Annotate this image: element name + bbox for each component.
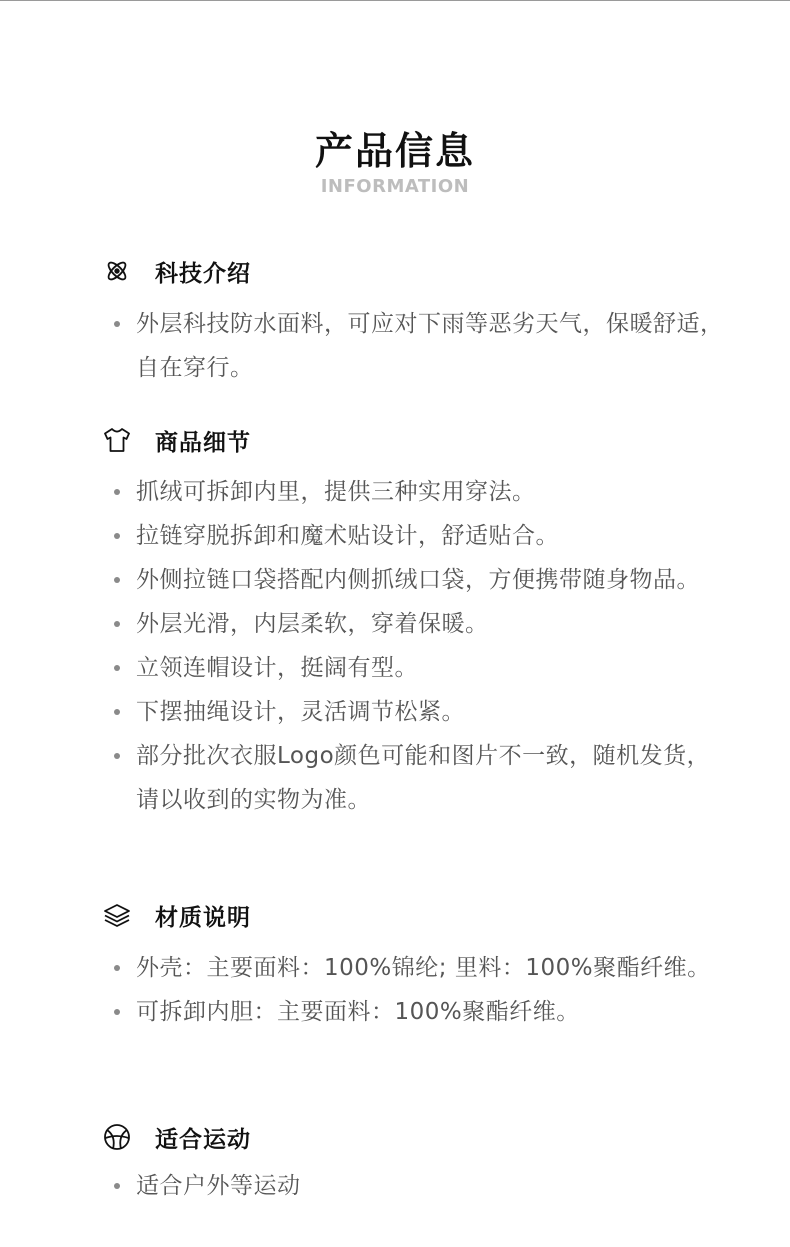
section-title: 适合运动 (155, 1126, 251, 1153)
page-title: 产品信息 (314, 129, 475, 173)
list-item (108, 302, 728, 390)
list-item-text: 抓绒可拆卸内里，提供三种实用穿法。 (136, 479, 536, 505)
list-item-text: 外侧拉链口袋搭配内侧抓绒口袋，方便携带随身物品。 (136, 567, 700, 593)
section-list-sports (108, 1164, 728, 1208)
list-item (108, 1164, 728, 1208)
list-item (108, 602, 728, 646)
atom-icon (103, 257, 131, 285)
bullet-dot (114, 621, 120, 627)
tshirt-icon (103, 426, 131, 454)
list-item (108, 558, 728, 602)
list-item (108, 470, 728, 514)
list-item (108, 734, 728, 822)
list-item-text: 外层光滑，内层柔软，穿着保暖。 (136, 611, 489, 637)
section-list-tech (108, 302, 728, 390)
layers-icon (103, 901, 131, 929)
bullet-dot (114, 665, 120, 671)
list-item-text: 立领连帽设计，挺阔有型。 (136, 655, 418, 681)
list-item-text: 外壳：主要面料：100%锦纶; 里料：100%聚酯纤维。 (136, 955, 711, 981)
list-item-text: 可拆卸内胆：主要面料：100%聚酯纤维。 (136, 999, 580, 1025)
list-item (108, 946, 728, 990)
bullet-dot (114, 533, 120, 539)
bullet-dot (114, 753, 120, 759)
list-item-text: 下摆抽绳设计，灵活调节松紧。 (136, 699, 465, 725)
section-title: 材质说明 (155, 904, 251, 931)
bullet-dot (114, 321, 120, 327)
section-header-details (103, 424, 251, 456)
bullet-dot (114, 1009, 120, 1015)
section-title: 科技介绍 (155, 260, 251, 287)
section-title: 商品细节 (155, 429, 251, 456)
sports-ball-icon (103, 1123, 131, 1151)
list-item-text: 适合户外等运动 (136, 1173, 301, 1199)
list-item (108, 646, 728, 690)
section-header-sports (103, 1121, 251, 1153)
list-item-text: 外层科技防水面料，可应对下雨等恶劣天气，保暖舒适，自在穿行。 (136, 311, 724, 381)
bullet-dot (114, 489, 120, 495)
list-item (108, 990, 728, 1034)
section-list-material (108, 946, 728, 1034)
list-item (108, 514, 728, 558)
list-item-text: 拉链穿脱拆卸和魔术贴设计，舒适贴合。 (136, 523, 559, 549)
section-list-details (108, 470, 728, 822)
bullet-dot (114, 709, 120, 715)
bullet-dot (114, 1183, 120, 1189)
bullet-dot (114, 577, 120, 583)
list-item (108, 690, 728, 734)
section-header-tech (103, 255, 251, 287)
top-divider (0, 0, 790, 1)
list-item-text: 部分批次衣服Logo颜色可能和图片不一致，随机发货，请以收到的实物为准。 (136, 743, 711, 813)
section-header-material (103, 899, 251, 931)
bullet-dot (114, 965, 120, 971)
page-subtitle: INFORMATION (320, 176, 470, 197)
